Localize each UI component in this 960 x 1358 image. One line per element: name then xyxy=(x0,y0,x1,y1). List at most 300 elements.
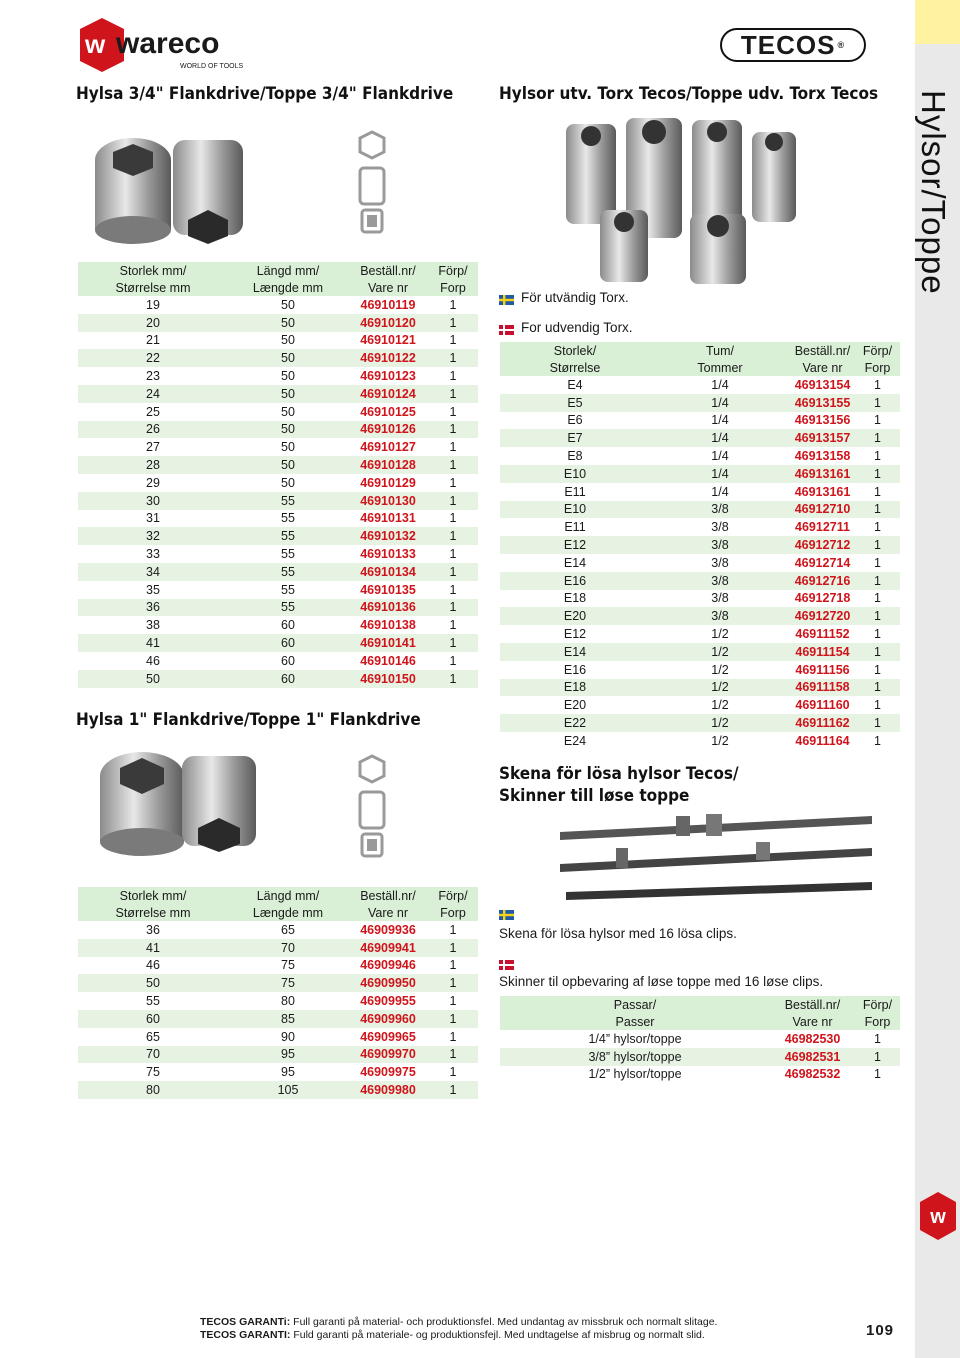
side-logo xyxy=(918,1190,958,1242)
order-number-cell: 46912714 xyxy=(794,555,851,570)
order-number-cell: 46909941 xyxy=(348,939,428,957)
desc-dk-rail: Skinner til opbevaring af løse toppe med 16 løse clips. xyxy=(499,974,824,989)
table-row xyxy=(78,563,478,581)
table-cell: 50 xyxy=(228,385,348,403)
table-cell: E10 xyxy=(500,465,650,483)
table-cell: 50 xyxy=(228,349,348,367)
table-cell: 80 xyxy=(281,994,295,1009)
order-number-cell: 46910141 xyxy=(348,634,428,652)
table-cell: E24 xyxy=(563,733,587,748)
table-row xyxy=(500,696,900,714)
table-cell: 70 xyxy=(78,1046,228,1064)
table-cell: 1 xyxy=(428,492,478,510)
table-header-row xyxy=(78,279,478,296)
order-number-cell: 46909936 xyxy=(360,922,416,937)
table-cell: 1 xyxy=(874,627,881,642)
table-cell: E18 xyxy=(500,679,650,697)
table-cell: 1 xyxy=(449,618,457,633)
order-number-cell: 46910128 xyxy=(348,456,428,474)
table-cell: 27 xyxy=(146,440,160,455)
table-cell: E4 xyxy=(567,377,583,392)
table-cell: 1 xyxy=(874,555,881,570)
table-cell: E6 xyxy=(567,413,583,428)
table-cell: 22 xyxy=(78,349,228,367)
table-cell: 1 xyxy=(428,314,478,332)
table-cell: 1 xyxy=(449,475,457,490)
table-cell: 1/4 xyxy=(650,429,790,447)
order-number-cell: 46913155 xyxy=(790,394,855,412)
table-cell: E16 xyxy=(500,572,650,590)
column-header: Tommer xyxy=(650,359,790,376)
table-cell: 3/8 xyxy=(650,572,790,590)
order-number-cell: 46909955 xyxy=(360,994,416,1009)
table-cell: 50 xyxy=(281,404,295,419)
table-cell: 1 xyxy=(449,1029,457,1044)
section-title-rail: Skena för lösa hylsor Tecos/ Skinner till løse toppe xyxy=(499,764,739,806)
table-row xyxy=(78,296,478,314)
table-cell: 1 xyxy=(449,1065,457,1080)
order-number-cell: 46913161 xyxy=(794,484,851,499)
order-number-cell: 46912720 xyxy=(790,607,855,625)
table-cell: 50 xyxy=(228,314,348,332)
table-cell: E10 xyxy=(500,501,650,519)
table-row xyxy=(78,492,478,510)
table-row xyxy=(500,554,900,572)
table-cell: 50 xyxy=(281,440,295,455)
table-cell: 29 xyxy=(146,475,160,490)
table-cell: 1 xyxy=(874,377,881,392)
table-row xyxy=(78,921,478,939)
table-row xyxy=(78,1046,478,1064)
torx-sockets-image xyxy=(560,110,800,288)
table-cell: 34 xyxy=(78,563,228,581)
table-cell: 55 xyxy=(228,492,348,510)
table-row xyxy=(78,456,478,474)
socket-image-34 xyxy=(78,120,268,260)
table-cell: 1 xyxy=(428,563,478,581)
table-header-row xyxy=(500,1013,900,1030)
table-row xyxy=(78,438,478,456)
footer-guarantee: TECOS GARANTi: Full garanti på material- och produktionsfel. Med undantag av missbruk och normalt slitage. TECOS GARANTI: Fuld garanti på materiale- og produktionsfejl. Med undtagelse af misbrug og normalt slid. xyxy=(200,1316,718,1341)
table-cell: 36 xyxy=(146,922,160,937)
table-cell: 1/4 xyxy=(711,449,729,464)
order-number-cell: 46910138 xyxy=(360,618,416,633)
column-header: Længde mm xyxy=(228,279,348,296)
table-row xyxy=(78,367,478,385)
desc-dk-torx: For udvendig Torx. xyxy=(499,320,633,335)
table-header-row xyxy=(78,904,478,921)
table-cell: 1 xyxy=(855,572,900,590)
table-row xyxy=(78,974,478,992)
table-cell: 1 xyxy=(855,429,900,447)
table-cell: 90 xyxy=(281,1029,295,1044)
table-cell: E14 xyxy=(500,643,650,661)
table-row xyxy=(500,376,900,394)
table-cell: 1 xyxy=(855,536,900,554)
order-number-cell: 46910126 xyxy=(348,421,428,439)
table-header-row xyxy=(500,359,900,376)
column-header: Beställ.nr/ xyxy=(790,342,855,359)
order-number-cell: 46982532 xyxy=(784,1067,841,1082)
table-header-row xyxy=(500,342,900,359)
table-row xyxy=(500,590,900,608)
column-header: Passer xyxy=(500,1013,770,1030)
table-cell: 46 xyxy=(146,653,160,668)
order-number-cell: 46909946 xyxy=(360,958,416,973)
section-title-flankdrive-1: Hylsa 1" Flankdrive/Toppe 1" Flankdrive xyxy=(76,710,421,730)
table-row xyxy=(78,1028,478,1046)
column-header: Passar/ xyxy=(500,996,770,1013)
table-cell: 80 xyxy=(78,1081,228,1099)
svg-text:WORLD OF TOOLS: WORLD OF TOOLS xyxy=(180,63,244,70)
table-cell: 55 xyxy=(228,563,348,581)
table-row xyxy=(78,616,478,634)
table-cell: 1/2 xyxy=(711,698,729,713)
column-header: Beställ.nr/ xyxy=(770,996,855,1013)
table-row xyxy=(78,474,478,492)
table-cell: 23 xyxy=(146,369,160,384)
table-rail xyxy=(500,996,900,1083)
order-number-cell: 46911162 xyxy=(790,714,855,732)
column-header: Størrelse xyxy=(500,359,650,376)
table-cell: 35 xyxy=(146,582,160,597)
table-cell: 1/2 xyxy=(711,627,729,642)
column-header: Forp xyxy=(855,1013,900,1030)
table-cell: 1 xyxy=(428,939,478,957)
table-cell: 1 xyxy=(449,440,457,455)
table-row xyxy=(500,732,900,750)
table-row xyxy=(500,483,900,501)
order-number-cell: 46910120 xyxy=(348,314,428,332)
column-header: Längd mm/ xyxy=(228,887,348,904)
table-cell: 20 xyxy=(78,314,228,332)
table-cell: 1 xyxy=(874,698,881,713)
table-cell: 60 xyxy=(228,634,348,652)
table-cell: 3/8 xyxy=(711,555,729,570)
table-cell: 3/8 xyxy=(711,520,729,535)
table-row xyxy=(78,957,478,975)
table-cell: 1 xyxy=(428,670,478,688)
table-flankdrive-34 xyxy=(78,262,478,688)
table-cell: 1 xyxy=(874,733,881,748)
table-cell: 1/4 xyxy=(650,394,790,412)
table-row xyxy=(500,465,900,483)
order-number-cell: 46909965 xyxy=(360,1029,416,1044)
table-header-row xyxy=(78,887,478,904)
table-row xyxy=(78,1081,478,1099)
table-cell: E14 xyxy=(563,555,587,570)
order-number-cell: 46910123 xyxy=(360,369,416,384)
table-cell: 1 xyxy=(874,591,881,606)
table-cell: 65 xyxy=(146,1029,160,1044)
table-row xyxy=(500,643,900,661)
danish-flag-icon xyxy=(499,958,514,968)
order-number-cell: 46910134 xyxy=(348,563,428,581)
order-number-cell: 46982531 xyxy=(770,1048,855,1066)
table-cell: 1/4 xyxy=(650,465,790,483)
socket-image-1 xyxy=(82,738,272,868)
table-cell: 3/8 xyxy=(711,591,729,606)
table-cell: 1 xyxy=(449,994,457,1009)
table-cell: 55 xyxy=(228,527,348,545)
table-row xyxy=(500,1030,900,1048)
table-cell: E11 xyxy=(564,520,586,535)
column-header: Beställ.nr/ xyxy=(348,887,428,904)
table-cell: 1 xyxy=(449,958,457,973)
order-number-cell: 46910119 xyxy=(360,297,416,312)
table-cell: E5 xyxy=(500,394,650,412)
wareco-wordmark: wareco xyxy=(116,27,220,60)
order-number-cell: 46913154 xyxy=(794,377,851,392)
order-number-cell: 46909970 xyxy=(348,1046,428,1064)
svg-text:w: w xyxy=(930,1206,946,1228)
table-cell: 105 xyxy=(228,1081,348,1099)
order-number-cell: 46913157 xyxy=(790,429,855,447)
swedish-flag-icon xyxy=(499,908,514,918)
table-row xyxy=(78,385,478,403)
table-cell: 1/4 xyxy=(711,377,729,392)
order-number-cell: 46910122 xyxy=(348,349,428,367)
table-cell: 70 xyxy=(228,939,348,957)
table-header-row xyxy=(500,996,900,1013)
order-number-cell: 46912711 xyxy=(795,520,850,535)
table-cell: 1/2 xyxy=(650,643,790,661)
table-row xyxy=(78,349,478,367)
order-number-cell: 46909950 xyxy=(348,974,428,992)
order-number-cell: 46909960 xyxy=(348,1010,428,1028)
table-cell: 60 xyxy=(281,618,295,633)
table-cell: E12 xyxy=(500,536,650,554)
desc-se-torx: För utvändig Torx. xyxy=(499,290,629,305)
column-header: Forp xyxy=(855,359,900,376)
order-number-cell: 46911164 xyxy=(795,733,850,748)
table-cell: 75 xyxy=(228,974,348,992)
side-strip-top xyxy=(915,0,960,44)
table-cell: 3/8 xyxy=(650,536,790,554)
swedish-flag-rail xyxy=(499,908,514,918)
order-number-cell: 46910121 xyxy=(360,333,416,348)
table-cell: E12 xyxy=(563,627,587,642)
column-header: Storlek mm/ xyxy=(78,262,228,279)
table-row xyxy=(500,501,900,519)
order-number-cell: 46910127 xyxy=(360,440,416,455)
table-cell: 1/2 xyxy=(650,679,790,697)
column-header: Storlek/ xyxy=(500,342,650,359)
table-header-row xyxy=(78,262,478,279)
order-number-cell: 46909975 xyxy=(360,1065,416,1080)
table-cell: 19 xyxy=(146,297,160,312)
table-row xyxy=(78,1010,478,1028)
order-number-cell: 46912710 xyxy=(790,501,855,519)
table-cell: 36 xyxy=(78,599,228,617)
table-cell: 3/8 xyxy=(650,607,790,625)
table-row xyxy=(78,545,478,563)
table-cell: 21 xyxy=(146,333,160,348)
table-cell: 1 xyxy=(428,527,478,545)
table-cell: 1 xyxy=(449,653,457,668)
table-cell: E8 xyxy=(567,449,583,464)
column-header: Beställ.nr/ xyxy=(348,262,428,279)
table-cell: 1 xyxy=(874,449,881,464)
table-cell: 95 xyxy=(228,1046,348,1064)
table-row xyxy=(78,652,478,670)
table-cell: 50 xyxy=(228,456,348,474)
table-cell: 1 xyxy=(874,484,881,499)
swedish-flag-icon xyxy=(499,293,514,303)
table-cell: 1 xyxy=(855,1048,900,1066)
table-row xyxy=(500,679,900,697)
table-cell: E7 xyxy=(500,429,650,447)
table-cell: E20 xyxy=(500,607,650,625)
wareco-logo xyxy=(76,16,266,74)
table-cell: 1 xyxy=(428,634,478,652)
table-cell: 32 xyxy=(78,527,228,545)
table-cell: 1 xyxy=(428,1081,478,1099)
table-row xyxy=(78,670,478,688)
column-header: Förp/ xyxy=(428,887,478,904)
column-header: Forp xyxy=(428,904,478,921)
column-header: Förp/ xyxy=(428,262,478,279)
table-cell: 55 xyxy=(228,599,348,617)
order-number-cell: 46910135 xyxy=(360,582,416,597)
table-cell: 50 xyxy=(281,369,295,384)
table-cell: 33 xyxy=(146,547,160,562)
table-cell: 1 xyxy=(449,333,457,348)
table-cell: 85 xyxy=(228,1010,348,1028)
table-cell: 41 xyxy=(78,634,228,652)
table-cell: 1 xyxy=(428,421,478,439)
order-number-cell: 46911154 xyxy=(790,643,855,661)
order-number-cell: 46913156 xyxy=(794,413,851,428)
table-cell: 1 xyxy=(449,547,457,562)
order-number-cell: 46911160 xyxy=(795,698,850,713)
table-cell: 1/4 xyxy=(711,484,729,499)
order-number-cell: 46910125 xyxy=(360,404,416,419)
svg-text:w: w xyxy=(85,29,106,59)
table-cell: 1 xyxy=(449,404,457,419)
table-cell: 1/2” hylsor/toppe xyxy=(588,1067,682,1082)
table-cell: E18 xyxy=(563,591,587,606)
table-row xyxy=(78,939,478,957)
table-row xyxy=(500,1048,900,1066)
table-row xyxy=(78,1063,478,1081)
table-cell: 1/4 xyxy=(711,413,729,428)
table-cell: 30 xyxy=(78,492,228,510)
table-cell: 60 xyxy=(228,670,348,688)
table-cell: 1 xyxy=(855,714,900,732)
order-number-cell: 46910132 xyxy=(348,527,428,545)
order-number-cell: 46911158 xyxy=(790,679,855,697)
table-row xyxy=(500,518,900,536)
table-cell: 1 xyxy=(428,974,478,992)
table-cell: 1 xyxy=(855,501,900,519)
table-cell: 1 xyxy=(855,465,900,483)
column-header: Förp/ xyxy=(855,342,900,359)
column-header: Längd mm/ xyxy=(228,262,348,279)
table-row xyxy=(78,599,478,617)
column-header: Størrelse mm xyxy=(78,904,228,921)
order-number-cell: 46913158 xyxy=(794,449,851,464)
order-number-cell: 46912712 xyxy=(790,536,855,554)
table-cell: 1 xyxy=(874,1067,881,1082)
table-row xyxy=(78,332,478,350)
table-cell: 46 xyxy=(146,958,160,973)
table-cell: 95 xyxy=(281,1065,295,1080)
order-number-cell: 46909980 xyxy=(348,1081,428,1099)
table-cell: 1 xyxy=(874,1031,881,1046)
page-number: 109 xyxy=(866,1322,895,1339)
table-cell: 65 xyxy=(281,922,295,937)
table-cell: 50 xyxy=(228,421,348,439)
table-cell: 1 xyxy=(855,679,900,697)
side-category-label: Hylsor/Toppe xyxy=(915,90,952,295)
table-cell: 1 xyxy=(449,922,457,937)
table-cell: 1 xyxy=(428,1046,478,1064)
table-row xyxy=(78,992,478,1010)
order-number-cell: 46910130 xyxy=(348,492,428,510)
table-row xyxy=(500,394,900,412)
table-row xyxy=(78,510,478,528)
table-row xyxy=(500,714,900,732)
table-cell: 1 xyxy=(449,582,457,597)
table-cell: 1 xyxy=(855,607,900,625)
order-number-cell: 46910131 xyxy=(360,511,416,526)
table-cell: 75 xyxy=(281,958,295,973)
table-cell: 1/4” hylsor/toppe xyxy=(588,1031,682,1046)
table-cell: 41 xyxy=(78,939,228,957)
table-cell: 75 xyxy=(146,1065,160,1080)
table-cell: 1 xyxy=(874,413,881,428)
table-cell: 1/2 xyxy=(711,733,729,748)
column-header: Tum/ xyxy=(650,342,790,359)
table-cell: 26 xyxy=(78,421,228,439)
table-row xyxy=(78,421,478,439)
table-row xyxy=(500,1066,900,1084)
table-torx xyxy=(500,342,900,750)
table-cell: 60 xyxy=(281,653,295,668)
table-row xyxy=(500,412,900,430)
table-row xyxy=(500,536,900,554)
column-header: Förp/ xyxy=(855,996,900,1013)
danish-flag-rail xyxy=(499,958,514,968)
order-number-cell: 46910124 xyxy=(348,385,428,403)
table-cell: E16 xyxy=(563,662,587,677)
table-cell: 1 xyxy=(449,297,457,312)
table-cell: 3/8” hylsor/toppe xyxy=(500,1048,770,1066)
order-number-cell: 46912716 xyxy=(790,572,855,590)
table-cell: E11 xyxy=(564,484,586,499)
table-row xyxy=(500,661,900,679)
table-cell: 3/8 xyxy=(650,501,790,519)
order-number-cell: 46910133 xyxy=(360,547,416,562)
table-cell: E22 xyxy=(500,714,650,732)
column-header: Vare nr xyxy=(770,1013,855,1030)
desc-se-rail: Skena för lösa hylsor med 16 lösa clips. xyxy=(499,926,737,941)
table-cell: 50 xyxy=(78,974,228,992)
order-number-cell: 46911152 xyxy=(795,627,850,642)
danish-flag-icon xyxy=(499,323,514,333)
table-cell: 1 xyxy=(428,456,478,474)
column-header: Vare nr xyxy=(790,359,855,376)
column-header: Længde mm xyxy=(228,904,348,921)
table-row xyxy=(78,314,478,332)
table-cell: E20 xyxy=(563,698,587,713)
column-header: Størrelse mm xyxy=(78,279,228,296)
table-cell: 1 xyxy=(449,511,457,526)
table-row xyxy=(78,527,478,545)
section-title-torx: Hylsor utv. Torx Tecos/Toppe udv. Torx Tecos xyxy=(499,84,879,104)
table-cell: 50 xyxy=(281,475,295,490)
